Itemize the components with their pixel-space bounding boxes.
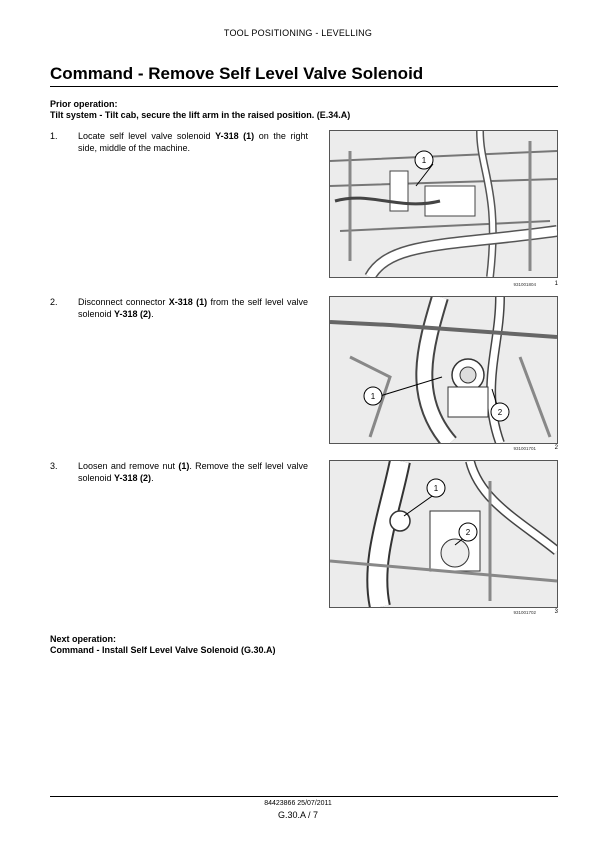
page-number: G.30.A / 7 [277,810,319,820]
next-operation-label: Next operation: [50,634,117,644]
svg-text:1: 1 [370,392,376,401]
step-text: Disconnect connector X-318 (1) from the self level valve solenoid Y-318 (2). [78,297,308,319]
figure-id: 931001701 [513,446,536,451]
figure-1 [329,130,558,290]
step-text: Loosen and remove nut (1). Remove the self level valve solenoid Y-318 (2). [78,461,308,483]
step-2 [50,296,308,320]
figure-1-image [329,130,558,278]
prior-operation-link[interactable]: Tilt system - Tilt cab, secure the lift arm in the raised position. (E.34.A) [50,110,351,120]
figure-number: 1 [554,281,558,287]
prior-operation-label: Prior operation: [50,99,118,109]
svg-text:2: 2 [465,528,471,537]
figure-2-image [329,296,558,444]
section-header: TOOL POSITIONING - LEVELLING [223,28,373,38]
step-number: 2. [50,297,58,307]
svg-text:1: 1 [421,156,427,165]
next-operation-link[interactable]: Command - Install Self Level Valve Solenoid (G.30.A) [50,645,276,655]
step-number: 3. [50,461,58,471]
figure-3-image [329,460,558,608]
figure-id: 931001804 [513,282,536,287]
figure-2 [329,296,558,456]
page-title: Command - Remove Self Level Valve Solenoid [50,64,424,83]
figure-number: 2 [554,445,558,451]
svg-text:2: 2 [497,408,503,417]
footer-divider [50,796,558,797]
title-divider [50,86,558,87]
svg-text:1: 1 [433,484,439,493]
figure-3 [329,460,558,620]
step-text: Locate self level valve solenoid Y-318 (1) on the right side, middle of the machine. [78,131,309,153]
figure-number: 3 [554,609,558,615]
footer-doc-info: 84423866 25/07/2011 [264,800,332,807]
figure-id: 931001702 [513,610,536,615]
step-1 [50,130,308,154]
step-number: 1. [50,131,58,141]
step-3 [50,460,308,484]
prior-operation [50,99,350,121]
next-operation [50,634,276,656]
